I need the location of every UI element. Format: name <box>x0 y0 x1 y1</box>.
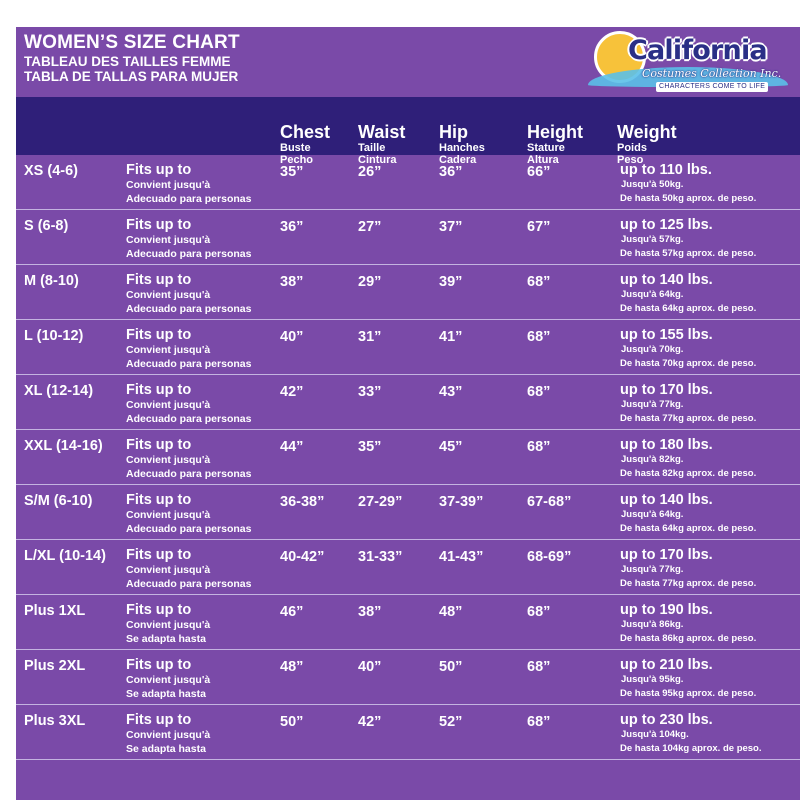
chest-value: 38” <box>280 274 304 290</box>
fit-text <box>126 657 210 701</box>
chest-value: 46” <box>280 604 304 620</box>
weight-es: De hasta 95kg aprox. de peso. <box>620 688 757 699</box>
height-value: 66” <box>527 164 551 180</box>
chest-value: 36-38” <box>280 494 325 510</box>
fit-text <box>126 437 251 481</box>
hip-value: 36” <box>439 164 463 180</box>
weight-es: De hasta 77kg aprox. de peso. <box>620 413 757 424</box>
hip-value: 39” <box>439 274 463 290</box>
fit-en: Fits up to <box>126 712 192 728</box>
header-label-fr: Buste <box>280 142 311 154</box>
fit-fr: Convient jusqu'à <box>126 509 211 521</box>
table-row <box>16 155 800 210</box>
weight-value <box>620 712 762 756</box>
table-row <box>16 650 800 705</box>
waist-value: 26” <box>358 164 382 180</box>
header-label-fr: Hanches <box>439 142 485 154</box>
header-label: Weight <box>617 122 677 142</box>
fit-es: Adecuado para personas <box>126 523 252 535</box>
weight-value <box>620 547 756 591</box>
fit-text <box>126 327 251 371</box>
fit-es: Se adapta hasta <box>126 633 206 645</box>
weight-value <box>620 327 756 371</box>
brand-logo <box>584 27 800 97</box>
hip-value: 41” <box>439 329 463 345</box>
size-label: Plus 1XL <box>24 603 86 619</box>
table-header <box>16 97 800 166</box>
fit-es: Adecuado para personas <box>126 303 252 315</box>
fit-fr: Convient jusqu'à <box>126 729 211 741</box>
height-value: 68” <box>527 604 551 620</box>
waist-value: 38” <box>358 604 382 620</box>
logo-subtitle: Costumes Collection Inc. <box>642 67 782 80</box>
height-value: 68” <box>527 384 551 400</box>
fit-es: Adecuado para personas <box>126 248 252 260</box>
fit-en: Fits up to <box>126 272 192 288</box>
waist-value: 27” <box>358 219 382 235</box>
table-row <box>16 265 800 320</box>
chest-value: 35” <box>280 164 304 180</box>
fit-es: Adecuado para personas <box>126 358 252 370</box>
weight-es: De hasta 104kg aprox. de peso. <box>620 743 762 754</box>
fit-fr: Convient jusqu'à <box>126 234 211 246</box>
fit-text <box>126 162 251 206</box>
table-row <box>16 375 800 430</box>
fit-fr: Convient jusqu'à <box>126 454 211 466</box>
fit-es: Adecuado para personas <box>126 578 252 590</box>
header-label-fr: Taille <box>358 142 386 154</box>
weight-fr: Jusqu'à 50kg. <box>621 179 684 190</box>
weight-fr: Jusqu'à 64kg. <box>621 509 684 520</box>
weight-value <box>620 162 756 206</box>
fit-fr: Convient jusqu'à <box>126 399 211 411</box>
size-label: S (6-8) <box>24 218 69 234</box>
fit-es: Adecuado para personas <box>126 468 252 480</box>
weight-value <box>620 382 756 426</box>
fit-fr: Convient jusqu'à <box>126 289 211 301</box>
height-value: 68-69” <box>527 549 572 565</box>
chest-value: 44” <box>280 439 304 455</box>
height-value: 67” <box>527 219 551 235</box>
weight-fr: Jusqu'à 64kg. <box>621 289 684 300</box>
weight-es: De hasta 64kg aprox. de peso. <box>620 303 757 314</box>
header-label-fr: Stature <box>527 142 565 154</box>
fit-es: Adecuado para personas <box>126 413 252 425</box>
weight-es: De hasta 77kg aprox. de peso. <box>620 578 757 589</box>
weight-es: De hasta 70kg aprox. de peso. <box>620 358 757 369</box>
fit-fr: Convient jusqu'à <box>126 564 211 576</box>
chest-value: 48” <box>280 659 304 675</box>
size-label: XL (12-14) <box>24 383 94 399</box>
waist-value: 29” <box>358 274 382 290</box>
waist-value: 33” <box>358 384 382 400</box>
fit-es: Adecuado para personas <box>126 193 252 205</box>
waist-value: 40” <box>358 659 382 675</box>
header-label: Waist <box>358 122 406 142</box>
header-label-es: Altura <box>527 154 559 166</box>
hip-value: 45” <box>439 439 463 455</box>
fit-fr: Convient jusqu'à <box>126 179 211 191</box>
table-row <box>16 485 800 540</box>
height-value: 68” <box>527 274 551 290</box>
height-value: 68” <box>527 714 551 730</box>
fit-text <box>126 602 210 646</box>
weight-fr: Jusqu'à 70kg. <box>621 344 684 355</box>
weight-en: up to 210 lbs. <box>620 657 713 673</box>
header-label-fr: Poids <box>617 142 647 154</box>
height-value: 68” <box>527 439 551 455</box>
weight-value <box>620 602 756 646</box>
height-value: 67-68” <box>527 494 572 510</box>
logo-tagline: CHARACTERS COME TO LIFE <box>656 82 768 92</box>
title-french: TABLEAU DES TAILLES FEMME <box>24 54 231 69</box>
hip-value: 37” <box>439 219 463 235</box>
hip-value: 48” <box>439 604 463 620</box>
weight-fr: Jusqu'à 77kg. <box>621 564 684 575</box>
weight-value <box>620 217 756 261</box>
weight-value <box>620 272 756 316</box>
weight-en: up to 170 lbs. <box>620 547 713 563</box>
weight-fr: Jusqu'à 57kg. <box>621 234 684 245</box>
table-row <box>16 705 800 760</box>
weight-en: up to 230 lbs. <box>620 712 713 728</box>
weight-fr: Jusqu'à 77kg. <box>621 399 684 410</box>
chest-value: 50” <box>280 714 304 730</box>
weight-en: up to 140 lbs. <box>620 492 713 508</box>
table-row <box>16 540 800 595</box>
hip-value: 52” <box>439 714 463 730</box>
fit-text <box>126 712 210 756</box>
weight-fr: Jusqu'à 95kg. <box>621 674 684 685</box>
weight-fr: Jusqu'à 86kg. <box>621 619 684 630</box>
hip-value: 41-43” <box>439 549 484 565</box>
weight-en: up to 170 lbs. <box>620 382 713 398</box>
title-spanish: TABLA DE TALLAS PARA MUJER <box>24 69 239 84</box>
waist-value: 27-29” <box>358 494 403 510</box>
weight-value <box>620 437 756 481</box>
weight-value <box>620 492 756 536</box>
chest-value: 36” <box>280 219 304 235</box>
fit-en: Fits up to <box>126 162 192 178</box>
fit-en: Fits up to <box>126 492 192 508</box>
fit-text <box>126 382 251 426</box>
header-label: Chest <box>280 122 331 142</box>
weight-en: up to 190 lbs. <box>620 602 713 618</box>
weight-value <box>620 657 756 701</box>
size-chart <box>16 27 800 800</box>
fit-text <box>126 547 251 591</box>
waist-value: 31” <box>358 329 382 345</box>
fit-en: Fits up to <box>126 547 192 563</box>
weight-es: De hasta 64kg aprox. de peso. <box>620 523 757 534</box>
size-label: Plus 3XL <box>24 713 86 729</box>
waist-value: 42” <box>358 714 382 730</box>
header-label-es: Peso <box>617 154 644 166</box>
table-row <box>16 430 800 485</box>
weight-fr: Jusqu'à 104kg. <box>621 729 689 740</box>
fit-es: Se adapta hasta <box>126 688 206 700</box>
fit-fr: Convient jusqu'à <box>126 674 211 686</box>
table-row <box>16 320 800 375</box>
fit-fr: Convient jusqu'à <box>126 344 211 356</box>
weight-en: up to 125 lbs. <box>620 217 713 233</box>
hip-value: 50” <box>439 659 463 675</box>
weight-en: up to 110 lbs. <box>620 162 712 178</box>
hip-value: 43” <box>439 384 463 400</box>
weight-es: De hasta 57kg aprox. de peso. <box>620 248 757 259</box>
chest-value: 40” <box>280 329 304 345</box>
fit-es: Se adapta hasta <box>126 743 206 755</box>
table-row <box>16 595 800 650</box>
waist-value: 31-33” <box>358 549 403 565</box>
size-label: S/M (6-10) <box>24 493 93 509</box>
header-label: Hip <box>439 122 468 142</box>
table-row <box>16 210 800 265</box>
fit-text <box>126 272 251 316</box>
size-label: M (8-10) <box>24 273 79 289</box>
weight-en: up to 140 lbs. <box>620 272 713 288</box>
fit-en: Fits up to <box>126 602 192 618</box>
fit-en: Fits up to <box>126 217 192 233</box>
header-label-es: Cintura <box>358 154 397 166</box>
weight-fr: Jusqu'à 82kg. <box>621 454 684 465</box>
fit-fr: Convient jusqu'à <box>126 619 211 631</box>
waist-value: 35” <box>358 439 382 455</box>
weight-es: De hasta 50kg aprox. de peso. <box>620 193 757 204</box>
size-label: L/XL (10-14) <box>24 548 106 564</box>
chest-value: 42” <box>280 384 304 400</box>
fit-text <box>126 492 251 536</box>
chest-value: 40-42” <box>280 549 325 565</box>
weight-es: De hasta 82kg aprox. de peso. <box>620 468 757 479</box>
header-label-es: Cadera <box>439 154 477 166</box>
weight-es: De hasta 86kg aprox. de peso. <box>620 633 757 644</box>
fit-en: Fits up to <box>126 327 192 343</box>
size-label: XS (4-6) <box>24 163 78 179</box>
size-label: L (10-12) <box>24 328 84 344</box>
chart-titles <box>24 32 240 84</box>
size-label: XXL (14-16) <box>24 438 103 454</box>
header-label: Height <box>527 122 583 142</box>
fit-en: Fits up to <box>126 657 192 673</box>
hip-value: 37-39” <box>439 494 484 510</box>
height-value: 68” <box>527 659 551 675</box>
header-label-es: Pecho <box>280 154 314 166</box>
logo-name: California <box>628 35 767 66</box>
fit-en: Fits up to <box>126 382 192 398</box>
height-value: 68” <box>527 329 551 345</box>
size-label: Plus 2XL <box>24 658 86 674</box>
fit-text <box>126 217 251 261</box>
fit-en: Fits up to <box>126 437 192 453</box>
title-english: WOMEN’S SIZE CHART <box>24 32 240 53</box>
weight-en: up to 180 lbs. <box>620 437 713 453</box>
weight-en: up to 155 lbs. <box>620 327 713 343</box>
